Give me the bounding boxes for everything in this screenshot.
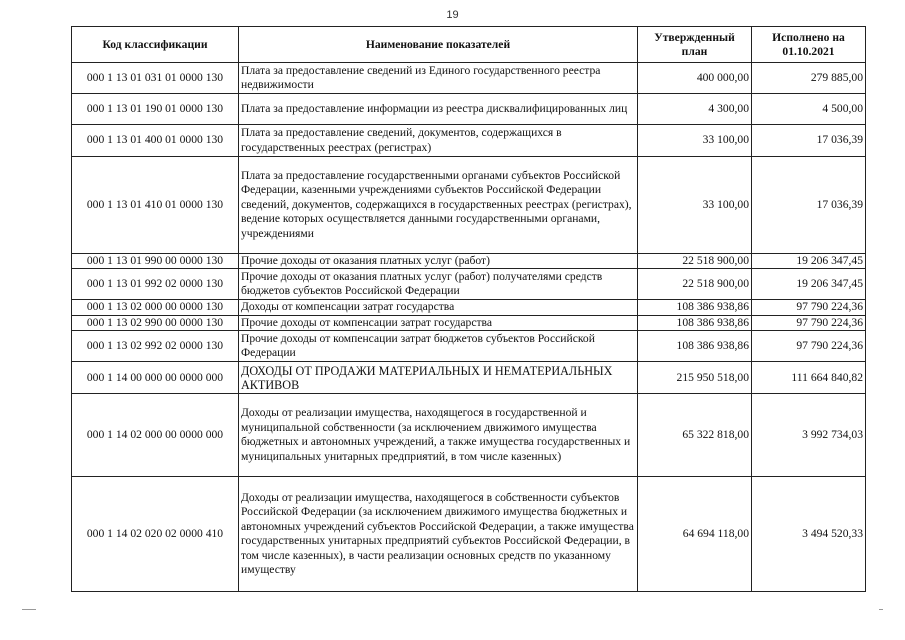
table-row — [72, 157, 866, 254]
row-name: Плата за предоставление информации из реестра дисквалифицированных лиц — [239, 94, 638, 125]
page-number: 19 — [446, 9, 459, 21]
table-row — [72, 394, 866, 477]
row-code: 000 1 13 01 031 01 0000 130 — [72, 63, 239, 94]
row-name: ДОХОДЫ ОТ ПРОДАЖИ МАТЕРИАЛЬНЫХ И НЕМАТЕРИАЛЬНЫХ АКТИВОВ — [239, 362, 638, 394]
table-row — [72, 63, 866, 94]
row-executed: 111 664 840,82 — [752, 362, 866, 394]
row-executed: 97 790 224,36 — [752, 331, 866, 362]
table-row — [72, 477, 866, 592]
row-name: Прочие доходы от компенсации затрат бюджетов субъектов Российской Федерации — [239, 331, 638, 362]
row-plan: 22 518 900,00 — [638, 269, 752, 300]
row-executed: 17 036,39 — [752, 157, 866, 254]
row-code: 000 1 13 01 410 01 0000 130 — [72, 157, 239, 254]
row-plan: 22 518 900,00 — [638, 254, 752, 269]
row-executed: 19 206 347,45 — [752, 269, 866, 300]
row-code: 000 1 13 02 992 02 0000 130 — [72, 331, 239, 362]
header-name: Наименование показателей — [239, 27, 638, 63]
header-code: Код классификации — [72, 27, 239, 63]
row-plan: 108 386 938,86 — [638, 331, 752, 362]
table-header-row — [72, 27, 866, 63]
table-row — [72, 315, 866, 330]
row-code: 000 1 13 01 992 02 0000 130 — [72, 269, 239, 300]
row-executed: 3 992 734,03 — [752, 394, 866, 477]
row-code: 000 1 14 00 000 00 0000 000 — [72, 362, 239, 394]
row-plan: 33 100,00 — [638, 157, 752, 254]
scan-edge-mark-left — [22, 609, 36, 610]
table-row — [72, 125, 866, 157]
table-row — [72, 254, 866, 269]
row-plan: 400 000,00 — [638, 63, 752, 94]
row-executed: 19 206 347,45 — [752, 254, 866, 269]
row-name: Доходы от реализации имущества, находящегося в собственности субъектов Российской Федерации (за исключением движимого имущества бюджетных и автономных учреждений субъектов Российской Федерации, а также имущества государственных унитарных предприятий субъектов Российской Федерации, в том числе казенных), в части реализации основных средств по указанному имуществу — [239, 477, 638, 592]
row-executed: 97 790 224,36 — [752, 300, 866, 315]
row-executed: 279 885,00 — [752, 63, 866, 94]
row-name: Прочие доходы от компенсации затрат государства — [239, 315, 638, 330]
table-row — [72, 331, 866, 362]
row-plan: 108 386 938,86 — [638, 300, 752, 315]
table-row — [72, 94, 866, 125]
row-plan: 64 694 118,00 — [638, 477, 752, 592]
row-name: Плата за предоставление сведений, документов, содержащихся в государственных реестрах (регистрах) — [239, 125, 638, 157]
row-executed: 97 790 224,36 — [752, 315, 866, 330]
row-name: Доходы от реализации имущества, находящегося в государственной и муниципальной собственности (за исключением движимого имущества бюджетных и автономных учреждений, а также имущества государственных и муниципальных унитарных предприятий, в том числе казенных) — [239, 394, 638, 477]
row-code: 000 1 13 01 190 01 0000 130 — [72, 94, 239, 125]
row-name: Прочие доходы от оказания платных услуг (работ) — [239, 254, 638, 269]
row-code: 000 1 13 02 990 00 0000 130 — [72, 315, 239, 330]
row-code: 000 1 14 02 020 02 0000 410 — [72, 477, 239, 592]
row-executed: 4 500,00 — [752, 94, 866, 125]
revenue-table — [71, 26, 866, 592]
table-row — [72, 362, 866, 394]
row-code: 000 1 13 01 990 00 0000 130 — [72, 254, 239, 269]
row-plan: 33 100,00 — [638, 125, 752, 157]
row-name: Доходы от компенсации затрат государства — [239, 300, 638, 315]
scan-edge-mark-right — [879, 609, 883, 610]
row-executed: 17 036,39 — [752, 125, 866, 157]
row-name: Плата за предоставление сведений из Единого государственного реестра недвижимости — [239, 63, 638, 94]
row-executed: 3 494 520,33 — [752, 477, 866, 592]
table-row — [72, 300, 866, 315]
row-plan: 108 386 938,86 — [638, 315, 752, 330]
row-code: 000 1 13 01 400 01 0000 130 — [72, 125, 239, 157]
row-plan: 65 322 818,00 — [638, 394, 752, 477]
row-name: Плата за предоставление государственными органами субъектов Российской Федерации, казенными учреждениями субъектов Российской Федерации сведений, документов, содержащихся в государственных реестрах (регистрах), ведение которых осуществляется данными государственными органами, учреждениями — [239, 157, 638, 254]
row-code: 000 1 14 02 000 00 0000 000 — [72, 394, 239, 477]
row-name: Прочие доходы от оказания платных услуг (работ) получателями средств бюджетов субъектов Российской Федерации — [239, 269, 638, 300]
header-plan: Утвержденный план — [638, 27, 752, 63]
row-plan: 215 950 518,00 — [638, 362, 752, 394]
row-plan: 4 300,00 — [638, 94, 752, 125]
header-executed: Исполнено на 01.10.2021 — [752, 27, 866, 63]
table-row — [72, 269, 866, 300]
row-code: 000 1 13 02 000 00 0000 130 — [72, 300, 239, 315]
